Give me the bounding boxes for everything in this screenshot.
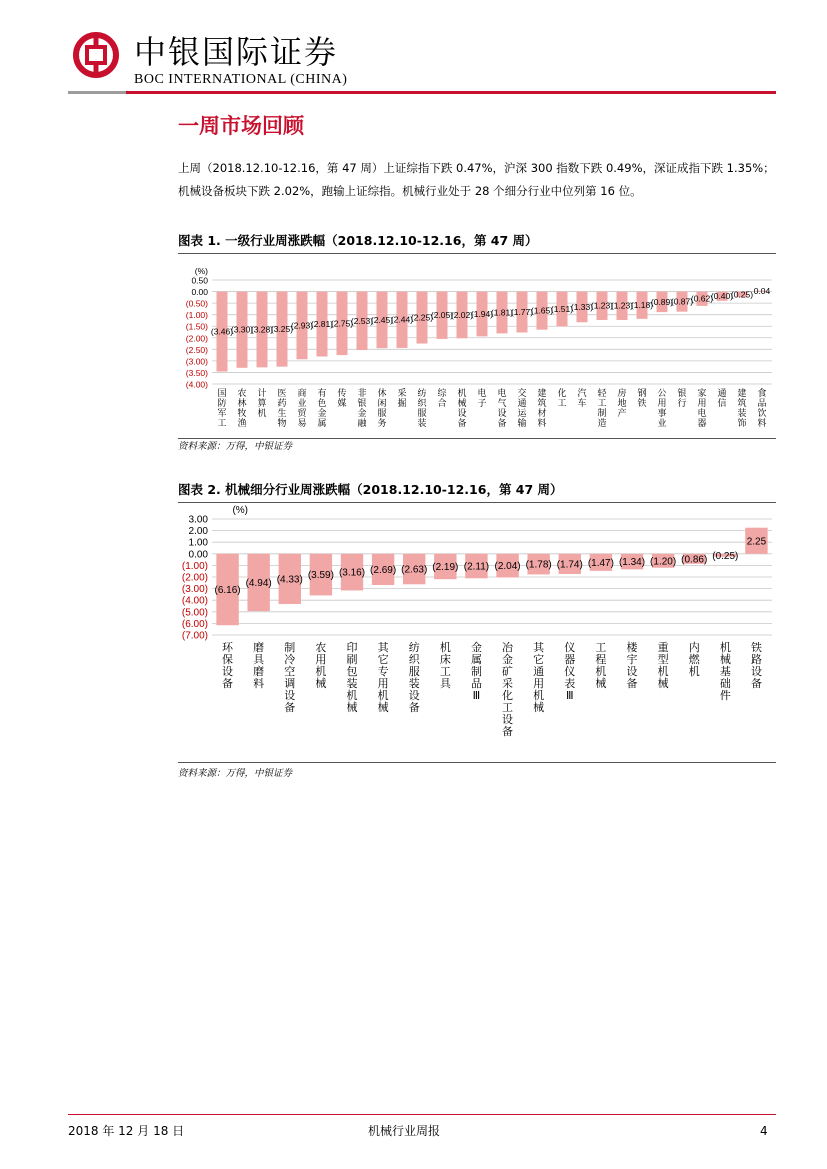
data-label: (2.81): [310, 319, 334, 330]
x-tick-label: 非银金融: [357, 388, 367, 428]
data-label: (2.11): [463, 561, 490, 573]
data-label: (2.44): [390, 314, 414, 325]
data-label: (2.45): [370, 314, 394, 325]
data-label: (2.63): [401, 564, 428, 576]
data-label: (2.53): [350, 315, 374, 326]
data-label: (3.46): [210, 326, 234, 337]
data-label: 2.25: [746, 536, 767, 548]
y-tick-label: (2.50): [185, 344, 208, 355]
x-tick-label: 公用事业: [657, 388, 667, 428]
x-tick-label: 采掘: [397, 388, 407, 408]
x-tick-label: 交通运输: [517, 388, 527, 428]
x-tick-label: 印刷包装机械: [346, 642, 358, 714]
data-label: (3.30): [230, 324, 254, 335]
y-tick-label: (7.00): [181, 630, 208, 642]
x-tick-label: 铁路设备: [750, 642, 762, 690]
y-tick-label: 0.00: [188, 549, 208, 561]
figure2-chart: [178, 505, 776, 760]
x-tick-label: 钢铁: [637, 388, 647, 408]
x-tick-label: 商业贸易: [297, 388, 307, 428]
x-tick-label: 机械基础件: [719, 642, 731, 702]
data-label: (2.02): [450, 309, 474, 320]
x-tick-label: 重型机械: [657, 642, 669, 690]
data-label: (2.05): [430, 310, 454, 321]
section-title: 一周市场回顾: [178, 113, 304, 138]
y-tick-label: (4.00): [181, 595, 208, 607]
y-tick-label: (3.00): [181, 584, 208, 596]
data-label: (1.81): [490, 307, 514, 318]
footer-date: 2018 年 12 月 18 日: [68, 1124, 185, 1138]
data-label: (1.23): [590, 300, 614, 311]
data-label: (1.65): [530, 305, 554, 316]
data-label: (1.94): [470, 308, 494, 319]
x-tick-label: 冶金矿采化工设备: [502, 642, 514, 738]
x-tick-label: 电子: [477, 388, 487, 408]
y-tick-label: 0.00: [191, 287, 208, 298]
x-tick-label: 国防军工: [217, 388, 227, 428]
data-label: (3.59): [307, 570, 334, 582]
y-tick-label: 3.00: [188, 514, 208, 526]
footer-rule: [68, 1114, 776, 1115]
figure2-title: 图表 2. 机械细分行业周涨跌幅（2018.12.10-12.16，第 47 周）: [178, 482, 563, 497]
x-tick-label: 仪器仪表 Ⅲ: [564, 642, 576, 702]
data-label: (3.25): [270, 324, 294, 335]
x-tick-label: 内燃机: [688, 642, 700, 678]
x-tick-label: 制冷空调设备: [284, 642, 296, 714]
data-label: (1.47): [587, 557, 614, 569]
x-tick-label: 纺织服装设备: [408, 642, 420, 714]
figure1-source: 资料来源：万得，中银证券: [178, 441, 293, 452]
data-label: (2.93): [290, 320, 314, 331]
x-tick-label: 房地产: [617, 388, 627, 418]
data-label: (1.34): [618, 557, 646, 569]
x-tick-label: 金属制品 Ⅲ: [470, 642, 482, 702]
header-divider-red: [126, 91, 776, 94]
x-tick-label: 机床工具: [439, 642, 451, 690]
x-tick-label: 食品饮料: [757, 388, 767, 428]
data-label: 0.04: [753, 286, 771, 297]
data-label: (3.28): [250, 324, 274, 335]
x-tick-label: 轻工制造: [597, 388, 607, 428]
figure1-title: 图表 1. 一级行业周涨跌幅（2018.12.10-12.16，第 47 周）: [178, 233, 538, 248]
data-label: (2.75): [330, 318, 354, 329]
data-label: (6.16): [214, 585, 241, 597]
figure2-bottom-rule: [178, 762, 776, 763]
y-tick-label: 2.00: [188, 526, 208, 538]
data-label: (1.78): [525, 559, 552, 571]
y-tick-label: (3.50): [185, 367, 208, 378]
x-tick-label: 电气设备: [497, 388, 507, 428]
x-tick-label: 楼宇设备: [626, 642, 638, 690]
x-tick-label: 农林牧渔: [237, 388, 247, 428]
data-label: (1.23): [610, 300, 634, 311]
x-tick-label: 建筑装饰: [737, 388, 747, 428]
figure2-top-rule: [178, 502, 776, 503]
y-tick-label: 0.50: [191, 275, 208, 286]
y-tick-label: (2.00): [185, 333, 208, 344]
data-label: (0.40): [710, 291, 734, 302]
data-label: (0.87): [670, 296, 694, 307]
summary-paragraph: [178, 157, 776, 203]
data-label: (0.89): [650, 296, 674, 307]
summary-line-2: 机械设备板块下跌 2.02%，跑输上证综指。机械行业处于 28 个细分行业中位列第 16 位。: [178, 184, 642, 198]
y-unit-label: (%): [194, 266, 208, 276]
data-label: (4.33): [276, 574, 303, 586]
y-tick-label: (1.00): [185, 310, 208, 321]
data-label: (1.18): [630, 300, 654, 311]
x-tick-label: 计算机: [257, 388, 267, 418]
data-label: (2.69): [370, 564, 397, 576]
x-tick-label: 汽车: [577, 388, 587, 408]
y-tick-label: (3.00): [185, 356, 208, 367]
x-tick-label: 银行: [677, 388, 687, 408]
figure2-source: 资料来源：万得，中银证券: [178, 768, 293, 779]
data-label: (1.77): [510, 306, 534, 317]
footer-report-name: 机械行业周报: [368, 1124, 441, 1138]
y-tick-label: 1.00: [188, 537, 208, 549]
y-unit-label: (%): [232, 505, 248, 516]
x-tick-label: 农用机械: [315, 642, 327, 690]
y-tick-label: (4.00): [185, 379, 208, 390]
y-tick-label: (1.00): [181, 560, 208, 572]
data-label: (2.25): [410, 312, 434, 323]
x-tick-label: 医药生物: [277, 388, 287, 428]
x-tick-label: 传媒: [337, 388, 347, 408]
x-tick-label: 综合: [437, 388, 447, 408]
data-label: (0.25): [712, 550, 739, 562]
x-tick-label: 建筑材料: [537, 388, 547, 428]
x-tick-label: 环保设备: [222, 642, 234, 690]
data-label: (2.04): [494, 561, 521, 573]
boc-logo-icon: [72, 31, 120, 79]
x-tick-label: 化工: [557, 388, 567, 408]
y-tick-label: (6.00): [181, 618, 208, 630]
x-tick-label: 其它通用机械: [533, 642, 545, 714]
x-tick-label: 家用电器: [697, 388, 707, 428]
x-tick-label: 磨具磨料: [253, 642, 265, 690]
data-label: (1.20): [650, 556, 677, 568]
figure1-top-rule: [178, 253, 776, 254]
figure1-bottom-rule: [178, 438, 776, 439]
x-tick-label: 休闲服务: [377, 388, 387, 428]
summary-line-1: 上周（2018.12.10-12.16，第 47 周）上证综指下跌 0.47%，沪深 300 指数下跌 0.49%，深证成指下跌 1.35%；: [178, 161, 775, 175]
data-label: (1.51): [550, 303, 574, 314]
y-tick-label: (2.00): [181, 572, 208, 584]
footer-page-number: 4: [760, 1124, 768, 1138]
x-tick-label: 有色金属: [317, 388, 327, 428]
figure1-chart: [178, 256, 776, 436]
data-label: (2.19): [432, 562, 459, 574]
x-tick-label: 工程机械: [595, 642, 607, 690]
data-label: (4.94): [245, 577, 272, 589]
data-label: (1.33): [570, 301, 594, 312]
x-tick-label: 其它专用机械: [377, 642, 389, 714]
data-label: (0.25): [730, 289, 754, 300]
brand-name-cn: 中银国际证券: [134, 33, 339, 71]
data-label: (1.74): [556, 559, 583, 571]
header-divider-grey: [68, 91, 126, 94]
x-tick-label: 通信: [717, 388, 727, 408]
y-tick-label: (0.50): [185, 298, 208, 309]
y-tick-label: (5.00): [181, 607, 208, 619]
y-tick-label: (1.50): [185, 321, 208, 332]
data-label: (0.62): [690, 293, 714, 304]
x-tick-label: 纺织服装: [417, 388, 427, 428]
brand-name-en: BOC INTERNATIONAL (CHINA): [134, 72, 348, 87]
data-label: (0.86): [681, 554, 708, 566]
x-tick-label: 机械设备: [457, 388, 467, 428]
data-label: (3.16): [338, 567, 366, 579]
